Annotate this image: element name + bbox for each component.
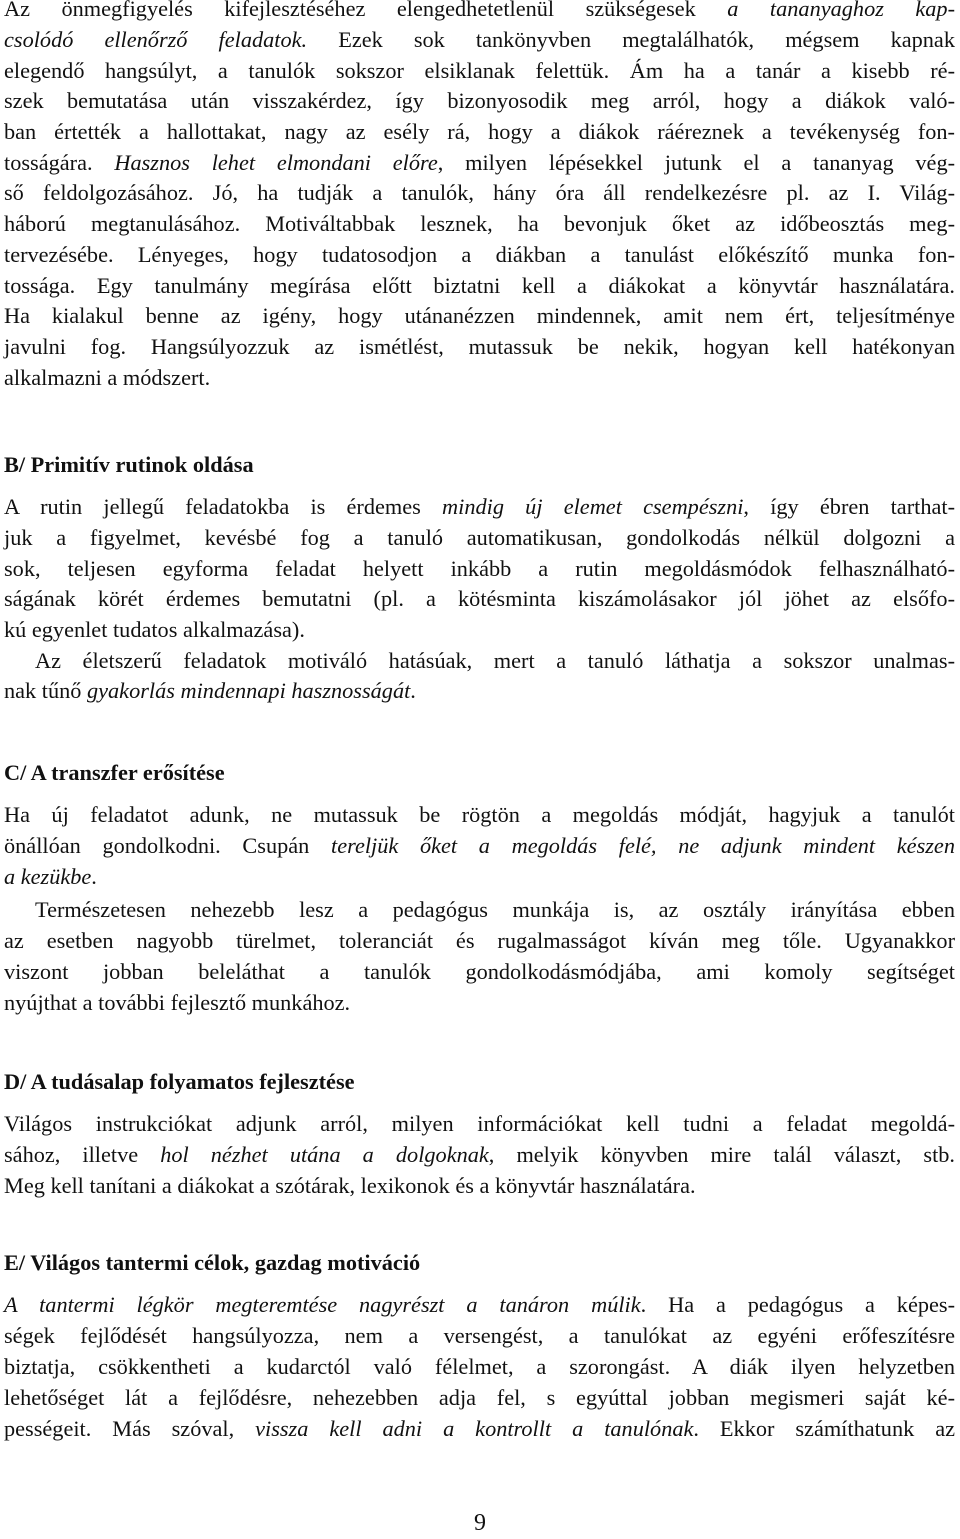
text-span: . [410,678,416,703]
emphasis-text: hol nézhet utána a dolgoknak [160,1142,489,1167]
section-heading [4,1248,955,1279]
text-line [4,301,955,332]
text-line [4,957,955,988]
text-span: az esetben nagyobb türelmet, toleranciát és rugalmasságot kíván meg tőle. Ugyanakkor [4,928,955,953]
emphasis-text: vissza kell adni a kontrollt a tanulónak [255,1416,694,1441]
text-line [4,988,955,1019]
text-span: Ezek sok tankönyvben megtalálhatók, mégsem kapnak [307,27,955,52]
text-line [4,178,955,209]
text-span: , milyen lépésekkel jutunk el a tananyag vég- [437,150,956,175]
page-number: 9 [474,1510,486,1536]
text-span: ban értették a hallottakat, nagy az esély rá, hogy a diákok ráéreznek a tevékenység fon- [4,119,955,144]
text-span: Az önmegfigyelés kifejlesztéséhez elengedhetetlenül szükségesek [4,0,728,21]
text-line [4,332,955,363]
text-line [4,523,955,554]
text-span: ságának körét érdemes bemutatni (pl. a kötésminta kiszámolásakor jól jöhet az elsőfo- [4,586,955,611]
emphasis-text: a tananyaghoz kap- [727,0,955,21]
text-line [35,646,955,677]
text-line [4,492,955,523]
text-span: Ha kialakul benne az igény, hogy utánanézzen mindennek, amit nem ért, teljesítménye [4,303,955,328]
text-span: . Ekkor számíthatunk az [693,1416,956,1441]
text-span: A rutin jellegű feladatokba is érdemes [4,494,443,519]
text-span: D/ A tudásalap folyamatos fejlesztése [4,1069,355,1094]
text-span: Természetesen nehezebb lesz a pedagógus munkája is, az osztály irányítása ebben [35,897,955,922]
text-span: , így ébren tarthat- [743,494,955,519]
text-span: sához, illetve [4,1142,161,1167]
text-line [4,1171,955,1202]
text-span: ségek fejlődését hangsúlyozza, nem a versengést, a tanulókat az egyéni erőfeszítésre [4,1323,955,1348]
text-span: . [91,864,97,889]
text-span: pességeit. Más szóval, [4,1416,256,1441]
text-span: Ha új feladatot adunk, ne mutassuk be rögtön a megoldás módját, hagyjuk a tanulót [4,802,955,827]
text-line [4,615,955,646]
text-span: juk a figyelmet, kevésbé fog a tanuló automatikusan, gondolkodás nélkül dolgozni a [4,525,955,550]
text-span: B/ Primitív rutinok oldása [4,452,254,477]
emphasis-text: csolódó ellenőrző feladatok. [4,27,308,52]
text-span: lehetőséget lát a fejlődésre, nehezebben adja fel, s egyúttal jobban megismeri saját ké- [4,1385,955,1410]
text-line [35,895,955,926]
text-span: viszont jobban beleláthat a tanulók gondolkodásmódjába, ami komoly segítséget [4,959,955,984]
text-line [4,363,955,394]
text-line [4,584,955,615]
text-line [4,554,955,585]
text-span: tossága. Egy tanulmány megírása előtt biztatni kell a diákokat a könyvtár használatára. [4,273,955,298]
text-line [4,1383,955,1414]
text-span: Az életszerű feladatok motiváló hatásúak, mert a tanuló láthatja a sokszor unalmas- [35,648,955,673]
text-span: tervezésébe. Lényeges, hogy tudatosodjon a diákban a tanulást előkészítő munka fon- [4,242,955,267]
emphasis-text: tereljük őket a megoldás felé, ne adjunk mindent készen [331,833,955,858]
section-heading [4,758,955,789]
text-span: önállóan gondolkodni. Csupán [4,833,332,858]
text-line [4,800,955,831]
emphasis-text: Hasznos lehet elmondani előre [114,150,438,175]
text-line [4,240,955,271]
text-line [4,271,955,302]
text-span: háború megtanulásához. Motiváltabbak lesznek, ha bevonjuk őket az időbeosztás meg- [4,211,955,236]
text-line [4,1109,955,1140]
text-line [4,1140,955,1171]
text-span: . Ha a pedagógus a képes- [640,1292,955,1317]
text-line [4,117,955,148]
emphasis-text: gyakorlás mindennapi hasznosságát [86,678,411,703]
text-line [4,1414,955,1445]
text-line [4,0,955,25]
text-span: Meg kell tanítani a diákokat a szótárak, lexikonok és a könyvtár használatára. [4,1173,696,1198]
text-span: tosságára. [4,150,115,175]
text-span: , melyik könyvben mire talál választ, stb. [488,1142,955,1167]
text-span: kú egyenlet tudatos alkalmazása). [4,617,305,642]
section-heading [4,1067,955,1098]
section-heading [4,450,955,481]
text-line [4,25,955,56]
text-span: alkalmazni a módszert. [4,365,211,390]
text-span: nyújthat a további fejlesztő munkához. [4,990,351,1015]
text-span: elegendő hangsúlyt, a tanulók sokszor elsiklanak felettük. Ám ha a tanár a kisebb ré- [4,58,955,83]
text-span: nak tűnő [4,678,87,703]
text-line [4,676,955,707]
text-span: szek bemutatása után visszakérdez, így bizonyosodik meg arról, hogy a diákok való- [4,88,955,113]
text-line [4,1290,955,1321]
text-span: ső feldolgozásához. Jó, ha tudják a tanulók, hány óra áll rendelkezésre pl. az I. Világ- [4,180,955,205]
text-span: sok, teljesen egyforma feladat helyett inkább a rutin megoldásmódok felhasználható- [4,556,955,581]
text-span: javulni fog. Hangsúlyozzuk az ismétlést, mutassuk be nekik, hogyan kell hatékonyan [4,334,955,359]
text-span: E/ Világos tantermi célok, gazdag motiváció [4,1250,421,1275]
emphasis-text: mindig új elemet csempészni [442,494,744,519]
emphasis-text: a kezükbe [4,864,92,889]
text-line [4,862,955,893]
text-line [4,831,955,862]
text-line [4,56,955,87]
text-line [4,209,955,240]
text-span: biztatja, csökkentheti a kudarctól való félelmet, a szorongást. A diák ilyen helyzetben [4,1354,955,1379]
text-line [4,148,955,179]
text-line [4,926,955,957]
text-span: C/ A transzfer erősítése [4,760,225,785]
text-line [4,1352,955,1383]
text-line [4,1321,955,1352]
emphasis-text: A tantermi légkör megteremtése nagyrészt a tanáron múlik [4,1292,641,1317]
text-line [4,86,955,117]
text-span: Világos instrukciókat adjunk arról, milyen információkat kell tudni a feladat megoldá- [4,1111,955,1136]
